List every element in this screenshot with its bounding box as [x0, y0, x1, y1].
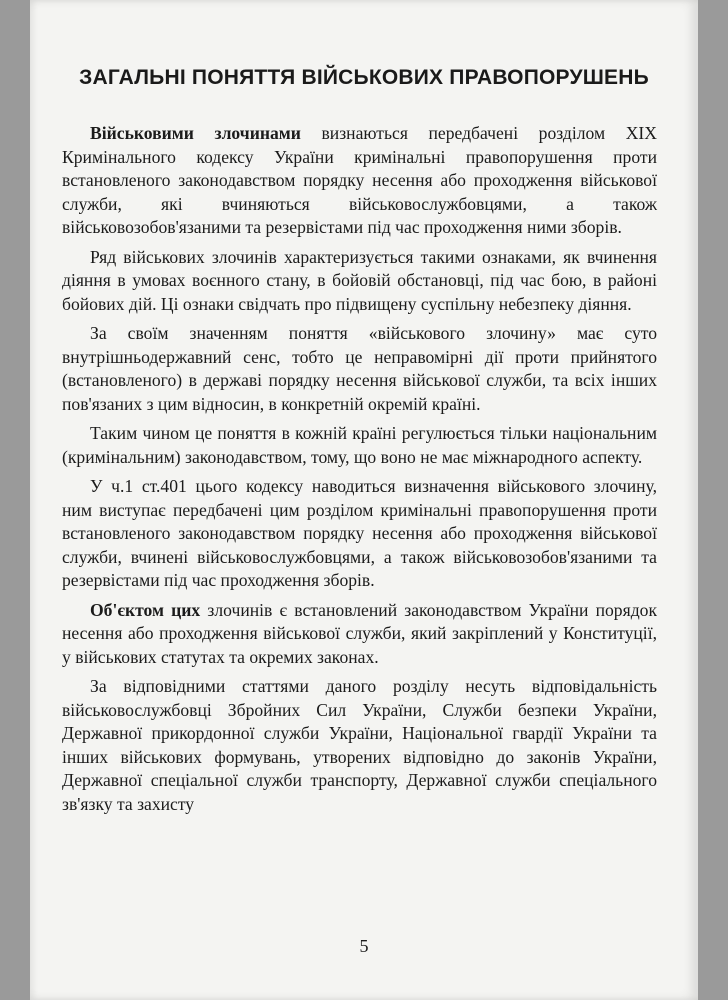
paragraph-6-text: злочинів є встановлений законодавством України порядок несення або проходження військової служби, який закріплений у Конституції, у військових статутах та окремих законах.: [62, 599, 657, 667]
page-number: 5: [359, 936, 369, 956]
paragraph-1-lead: Військовими злочинами: [90, 123, 301, 143]
paragraph-1: [62, 122, 657, 240]
paragraph-2: [62, 246, 657, 317]
paragraph-6: [62, 599, 657, 670]
paragraph-4: [62, 422, 657, 469]
paragraph-3-text: За своїм значенням поняття «військового злочину» має суто внутрішньодержавний сенс, тобто це неправомірні дії проти прийнятого (встановленого) в державі порядку несення військової служби, та всіх інших пов'язаних з цим відносин, в конкретній окремій країні.: [62, 323, 657, 414]
paragraph-7: [62, 675, 657, 816]
page-title: ЗАГАЛЬНІ ПОНЯТТЯ ВІЙСЬКОВИХ ПРАВОПОРУШЕНЬ: [79, 66, 649, 89]
paragraph-3: [62, 322, 657, 416]
paragraph-1-text: визнаються передбачені розділом ХІХ Кримінального кодексу України кримінальні правопорушення проти встановленого законодавством порядку несення або проходження військової служби, які вчиняються військовослужбовцями, а також військовозобов'язаними та резервістами під час проходження ними зборів.: [62, 123, 657, 237]
paragraph-4-text: Таким чином це поняття в кожній країні регулюється тільки національним (кримінальним) законодавством, тому, що воно не має міжнародного аспекту.: [62, 423, 657, 467]
paragraph-7-text: За відповідними статтями даного розділу несуть відповідальність військовослужбовці Збройних Сил України, Служби безпеки України, Державної прикордонної служби України, Національної гвардії України та інших військових формувань, утворених відповідно до законів України, Державної спеціальної служби транспорту, Державної служби спеціального зв'язку та захисту: [62, 676, 657, 814]
paragraph-5: [62, 475, 657, 593]
body-text: [62, 122, 657, 822]
paragraph-5-text: У ч.1 ст.401 цього кодексу наводиться визначення військового злочину, ним виступає передбачені цим розділом кримінальні правопорушення проти встановленого законодавством порядку несення або проходження військової служби, вчинені військовослужбовцями, а також військовозобов'язаними та резервістами під час проходження зборів.: [62, 476, 657, 590]
paragraph-2-text: Ряд військових злочинів характеризується такими ознаками, як вчинення діяння в умовах воєнного стану, в бойовій обстановці, під час бою, в районі бойових дій. Ці ознаки свідчать про підвищену суспільну небезпеку діяння.: [62, 246, 657, 314]
paragraph-6-lead: Об'єктом цих: [90, 599, 201, 620]
